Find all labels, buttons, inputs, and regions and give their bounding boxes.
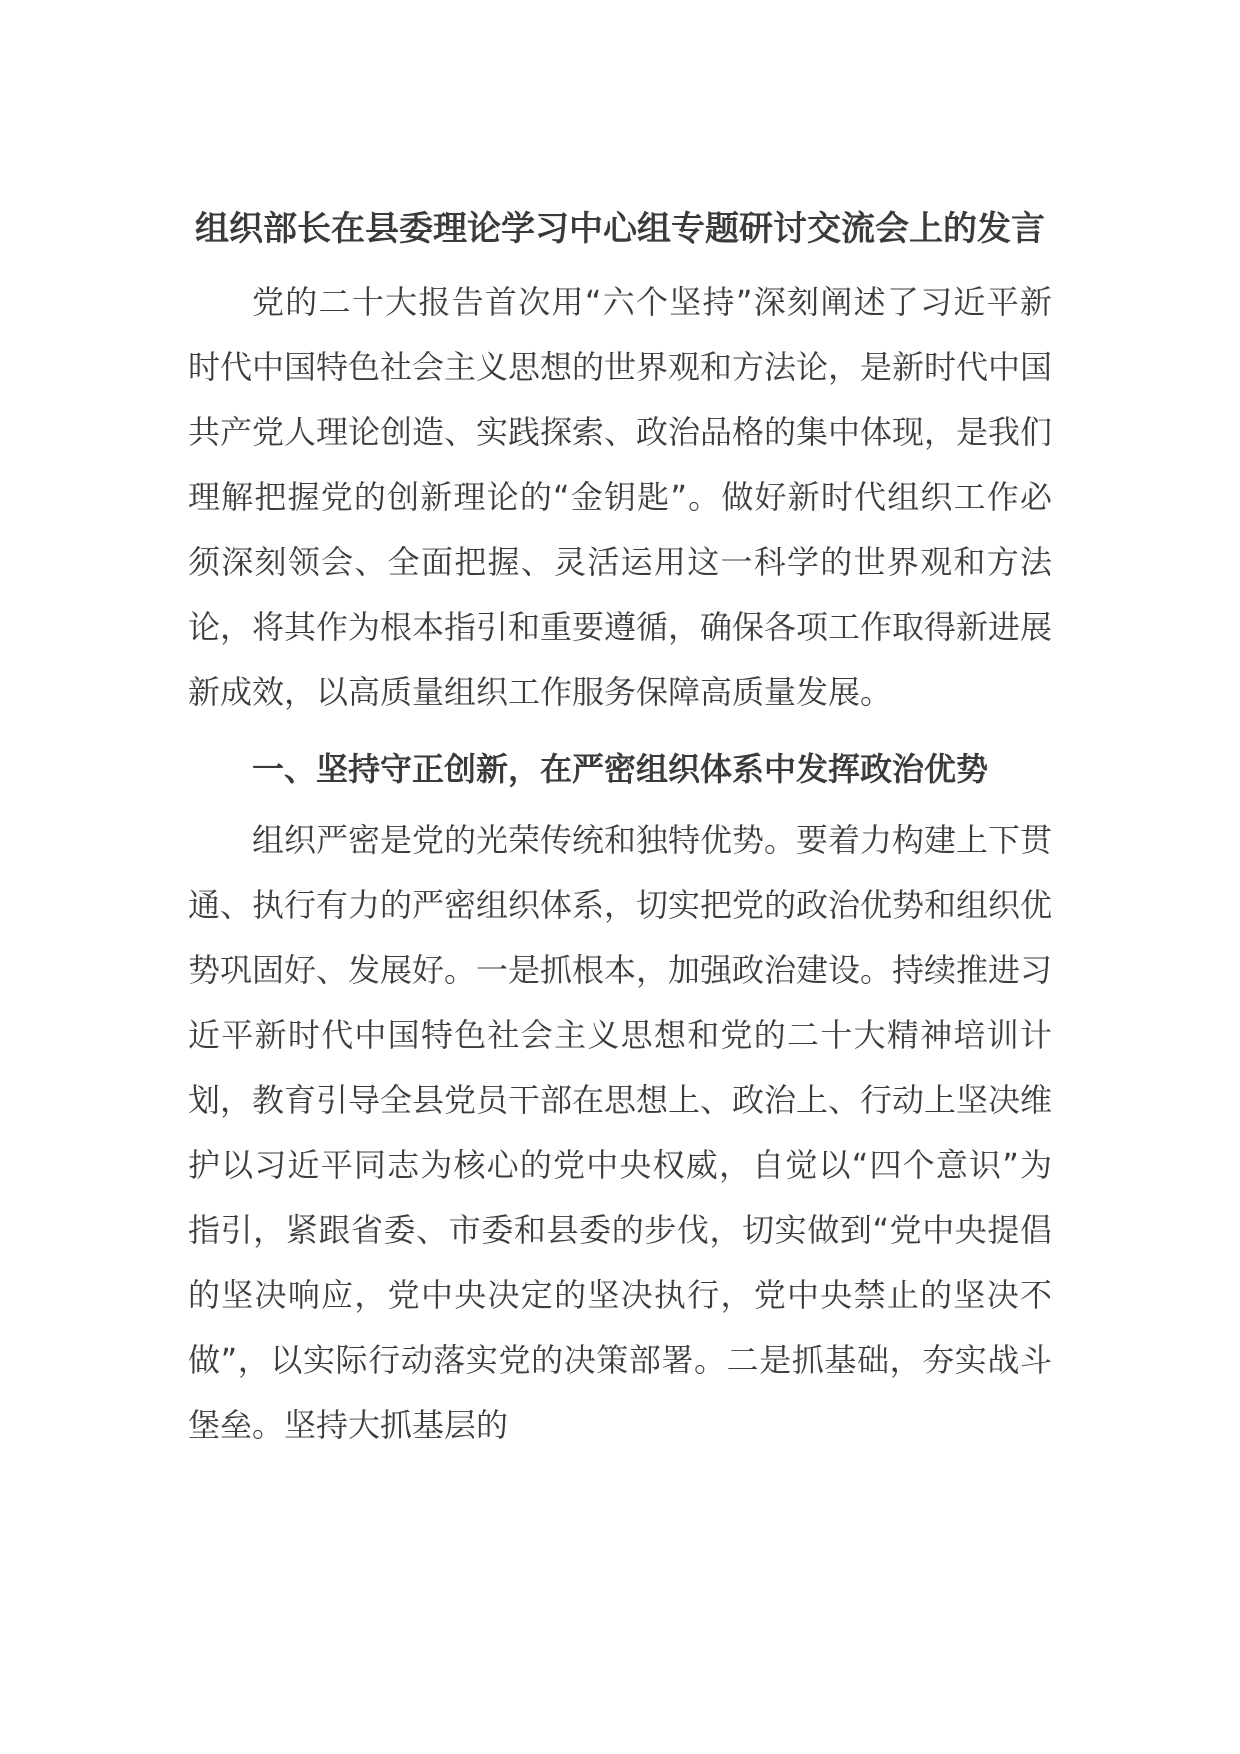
- section-paragraph: 组织严密是党的光荣传统和独特优势。要着力构建上下贯通、执行有力的严密组织体系，切实把党的政治优势和组织优势巩固好、发展好。一是抓根本，加强政治建设。持续推进习近平新时代中国特色社会主义思想和党的二十大精神培训计划，教育引导全县党员干部在思想上、政治上、行动上坚决维护以习近平同志为核心的党中央权威，自觉以“四个意识”为指引，紧跟省委、市委和县委的步伐，切实做到“党中央提倡的坚决响应，党中央决定的坚决执行，党中央禁止的坚决不做”，以实际行动落实党的决策部署。二是抓基础，夯实战斗堡垒。坚持大抓基层的: [188, 821, 1053, 1444]
- intro-paragraph: 党的二十大报告首次用“六个坚持”深刻阐述了习近平新时代中国特色社会主义思想的世界观和方法论，是新时代中国共产党人理论创造、实践探索、政治品格的集中体现，是我们理解把握党的创新理论的“金钥匙”。做好新时代组织工作必须深刻领会、全面把握、灵活运用这一科学的世界观和方法论，将其作为根本指引和重要遵循，确保各项工作取得新进展新成效，以高质量组织工作服务保障高质量发展。: [188, 283, 1053, 711]
- document-body: [188, 200, 1052, 1458]
- section-heading: 一、坚持守正创新，在严密组织体系中发挥政治优势: [252, 750, 989, 788]
- document-title: 组织部长在县委理论学习中心组专题研讨交流会上的发言: [195, 209, 1045, 249]
